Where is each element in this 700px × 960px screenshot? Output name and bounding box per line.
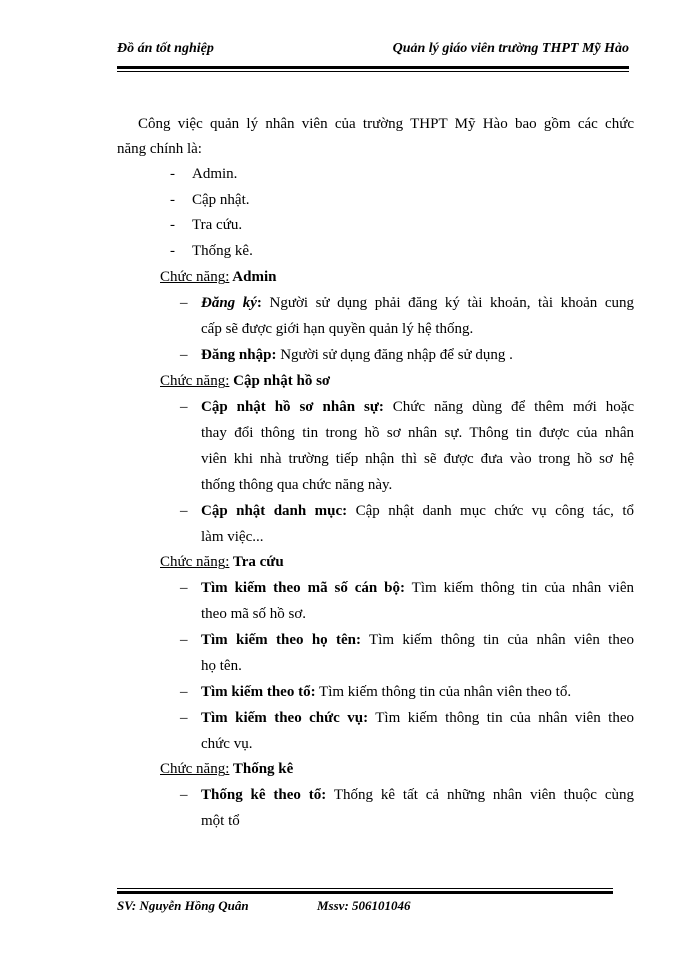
main-list-marker: -	[170, 243, 175, 259]
search-item-2-line-2: họ tên.	[201, 658, 242, 674]
intro-line-2: năng chính là:	[117, 141, 202, 157]
section-colon: :	[225, 373, 230, 389]
search-item-1-line-2: theo mã số hồ sơ.	[201, 606, 307, 622]
main-list-marker: -	[170, 166, 175, 182]
main-list-item-update: Cập nhật.	[192, 192, 250, 208]
search-item-2-desc: Tìm kiếm thông tin của nhân viên theo	[360, 632, 634, 648]
search-item-4-line-1	[201, 708, 634, 728]
page-footer	[117, 898, 613, 918]
update-item-2-desc: Cập nhật danh mục chức vụ công tác, tổ	[347, 503, 635, 519]
stats-item-1-line-2: một tổ	[201, 813, 240, 829]
section-label: Chức năng	[160, 554, 226, 570]
section-heading-update	[160, 371, 330, 391]
update-item-2-marker: –	[180, 503, 188, 519]
admin-item-1-line-2: cấp sẽ được giới hạn quyền quản lý hệ thống.	[201, 321, 474, 337]
section-colon: :	[225, 269, 230, 285]
update-item-1-marker: –	[180, 399, 188, 415]
section-label: Chức năng	[160, 269, 226, 285]
main-list-item-admin: Admin.	[192, 166, 238, 182]
footer-student-id: Mssv: 506101046	[317, 898, 411, 913]
footer-student-name: SV: Nguyễn Hồng Quân	[117, 898, 249, 913]
update-item-1-line-1	[201, 397, 634, 417]
section-heading-search	[160, 552, 284, 572]
search-item-2-line-1	[201, 630, 634, 650]
search-item-4-line-2: chức vụ.	[201, 736, 253, 752]
main-list-marker: -	[170, 217, 175, 233]
admin-item-1-desc: Người sử dụng phải đăng ký tài khoản, tài khoản cung	[261, 295, 634, 311]
stats-item-1-marker: –	[180, 787, 188, 803]
update-item-1-line-3: viên khi nhà trường tiếp nhận thì sẽ được đưa vào trong hồ sơ hệ	[201, 451, 634, 467]
search-item-3-marker: –	[180, 684, 188, 700]
section-title: Admin	[229, 269, 277, 285]
admin-item-2-marker: –	[180, 347, 188, 363]
section-title: Cập nhật hồ sơ	[229, 373, 331, 389]
search-item-3-desc: Tìm kiếm thông tin của nhân viên theo tổ.	[315, 684, 572, 700]
search-item-3-term: Tìm kiếm theo tổ:	[201, 684, 316, 700]
update-item-2-line-2: làm việc...	[201, 529, 264, 545]
section-title: Thống kê	[229, 761, 294, 777]
update-item-2-term: Cập nhật danh mục:	[201, 503, 348, 519]
footer-rule-thick	[117, 891, 613, 894]
section-label: Chức năng	[160, 373, 226, 389]
search-item-4-marker: –	[180, 710, 188, 726]
update-item-1-line-4: thống thông qua chức năng này.	[201, 477, 393, 493]
admin-item-1-marker: –	[180, 295, 188, 311]
section-label: Chức năng	[160, 761, 226, 777]
update-item-1-term: Cập nhật hồ sơ nhân sự:	[201, 399, 384, 415]
admin-item-1-term: Đăng ký	[201, 295, 257, 311]
footer-rule-thin	[117, 888, 613, 889]
update-item-2-line-1	[201, 501, 634, 521]
search-item-1-desc: Tìm kiếm thông tin của nhân viên	[405, 580, 634, 596]
section-colon: :	[225, 554, 230, 570]
admin-item-1-line-1	[201, 293, 634, 313]
header-rule-thick	[117, 66, 629, 69]
stats-item-1-line-1	[201, 785, 634, 805]
admin-item-2-line-1	[201, 345, 513, 365]
stats-item-1-desc: Thống kê tất cả những nhân viên thuộc cùng	[326, 787, 634, 803]
page-header	[117, 41, 629, 63]
search-item-1-term: Tìm kiếm theo mã số cán bộ:	[201, 580, 406, 596]
section-heading-stats	[160, 759, 293, 779]
search-item-2-term: Tìm kiếm theo họ tên:	[201, 632, 361, 648]
section-colon: :	[225, 761, 230, 777]
header-doc-type: Đồ án tốt nghiệp	[117, 41, 214, 56]
main-list-item-stats: Thống kê.	[192, 243, 253, 259]
header-doc-title: Quản lý giáo viên trường THPT Mỹ Hào	[392, 41, 629, 56]
update-item-1-desc: Chức năng dùng để thêm mới hoặc	[383, 399, 635, 415]
section-title: Tra cứu	[229, 554, 284, 570]
search-item-1-line-1	[201, 578, 634, 598]
search-item-1-marker: –	[180, 580, 188, 596]
admin-item-1-colon: :	[256, 295, 262, 311]
search-item-4-desc: Tìm kiếm thông tin của nhân viên theo	[368, 710, 634, 726]
main-list-marker: -	[170, 192, 175, 208]
search-item-3-line-1	[201, 682, 571, 702]
main-list-item-search: Tra cứu.	[192, 217, 243, 233]
update-item-1-line-2: thay đổi thông tin trong hồ sơ nhân sự. Thông tin được của nhân	[201, 425, 634, 441]
search-item-4-term: Tìm kiếm theo chức vụ:	[201, 710, 369, 726]
search-item-2-marker: –	[180, 632, 188, 648]
admin-item-2-term: Đăng nhập:	[201, 347, 277, 363]
section-heading-admin	[160, 267, 276, 287]
stats-item-1-term: Thống kê theo tổ:	[201, 787, 327, 803]
header-rule-thin	[117, 71, 629, 72]
admin-item-2-desc: Người sử dụng đăng nhập để sử dụng .	[276, 347, 513, 363]
intro-line-1: Công việc quản lý nhân viên của trường THPT Mỹ Hào bao gồm các chức	[138, 116, 634, 132]
